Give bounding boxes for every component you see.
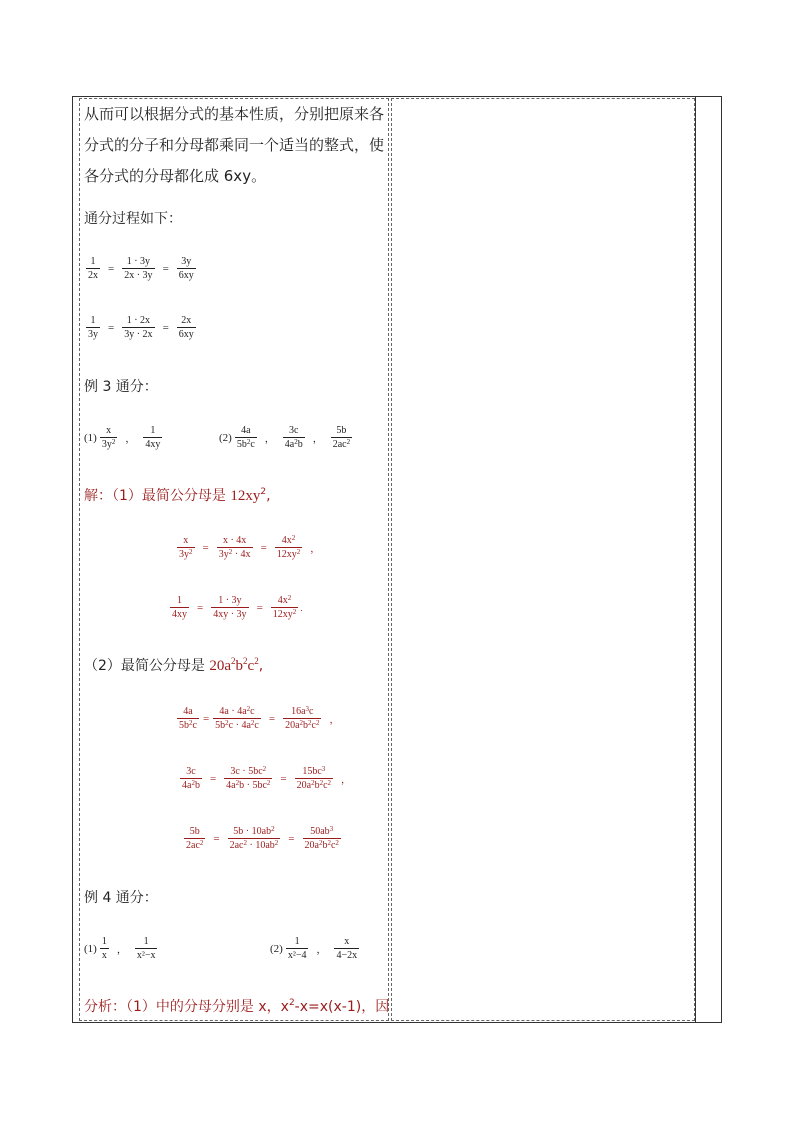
- analysis-line: 分析：（1）中的分母分别是 x，$x^2-x=x(x-1)$，因: [84, 998, 390, 1015]
- fraction: $\frac{4a \cdot 4a^2c}{5b^2c \cdot 4a^2c}$: [215, 705, 259, 731]
- fraction: $\frac{1}{2x}$: [88, 256, 98, 281]
- solution-1-equation-2: $\frac{1}{4xy}$ = $\frac{1 \cdot 3y}{4xy \cdot 3y}$ = $\frac{4x^2}{12xy^2}$ .: [172, 594, 303, 620]
- fraction: $\frac{3y}{6xy}$: [178, 256, 194, 281]
- fraction: $\frac{2x}{6xy}$: [178, 315, 194, 340]
- solution-2-equation-3: $\frac{5b}{2ac^2}$ = $\frac{5b \cdot 10ab^2}{2ac^2 \cdot 10ab^2}$ = $\frac{50ab^3}{20a^2b^2c^2}$: [186, 825, 339, 851]
- example-3-part-2: (2) $\frac{4a}{5b^2c}$ ， $\frac{3c}{4a^2b}$ ， $\frac{5b}{2ac^2}$: [219, 425, 351, 450]
- solution-2-equation-1: $\frac{4a}{5b^2c}$ = $\frac{4a \cdot 4a^2c}{5b^2c \cdot 4a^2c}$ = $\frac{16a^3c}{20a^2b^2c^2}$ ，: [179, 705, 340, 731]
- fraction: $\frac{1}{x}$: [101, 936, 107, 961]
- equation-1: $\frac{1}{2x}$ = $\frac{1 \cdot 3y}{2x \cdot 3y}$ = $\frac{3y}{6xy}$: [88, 256, 194, 281]
- fraction: $\frac{4x^2}{12xy^2}$: [272, 594, 297, 620]
- fraction: $\frac{1}{\text{x²−x}}$: [136, 936, 156, 961]
- example-3-part-1: (1) $\frac{x}{3y^2}$ ， $\frac{1}{4xy}$: [84, 425, 161, 450]
- fraction: $\frac{x}{4-2x}$: [336, 936, 358, 961]
- example-4-part-2: (2) $\frac{1}{\text{x²−4}}$ ， $\frac{x}{4-2x}$: [270, 936, 358, 961]
- solution-1-equation-1: $\frac{x}{3y^2}$ = $\frac{x \cdot 4x}{3y^2 \cdot 4x}$ = $\frac{4x^2}{12xy^2}$ ，: [179, 534, 321, 560]
- example-3-heading: 例 3 通分：: [84, 379, 158, 395]
- fraction: $\frac{x \cdot 4x}{3y^2 \cdot 4x}$: [218, 535, 251, 560]
- fraction: $\frac{1}{\text{x²−4}}$: [287, 936, 307, 961]
- fraction: $\frac{1 \cdot 3y}{2x \cdot 3y}$: [124, 256, 153, 281]
- fraction: $\frac{x}{3y^2}$: [179, 535, 193, 560]
- intro-paragraph: 从而可以根据分式的基本性质，分别把原来各分式的分子和分母都乘同一个适当的整式，使各分式的分母都化成 6xy。: [84, 105, 385, 185]
- fraction: $\frac{15bc^3}{20a^2b^2c^2}$: [296, 765, 332, 791]
- solution-2-equation-2: $\frac{3c}{4a^2b}$ = $\frac{3c \cdot 5bc^2}{4a^2b \cdot 5bc^2}$ = $\frac{15bc^3}{20a^2b^2c^2}$ ，: [182, 765, 352, 791]
- fraction: $\frac{5b}{2ac^2}$: [332, 425, 351, 450]
- fraction: $\frac{3c \cdot 5bc^2}{4a^2b \cdot 5bc^2}$: [226, 765, 271, 791]
- fraction: $\frac{x}{3y^2}$: [101, 425, 116, 450]
- fraction: $\frac{3c}{4a^2b}$: [182, 766, 200, 791]
- example-4-heading: 例 4 通分：: [84, 890, 158, 906]
- equation-2: $\frac{1}{3y}$ = $\frac{1 \cdot 2x}{3y \cdot 2x}$ = $\frac{2x}{6xy}$: [88, 315, 194, 340]
- fraction: $\frac{4x^2}{12xy^2}$: [276, 534, 301, 560]
- example-4-part-1: (1) $\frac{1}{x}$ ， $\frac{1}{\text{x²−x}}$: [84, 936, 156, 961]
- right-column-divider: [695, 97, 696, 1022]
- fraction: $\frac{5b}{2ac^2}$: [186, 826, 204, 851]
- process-heading: 通分过程如下：: [84, 211, 182, 227]
- fraction: $\frac{1 \cdot 2x}{3y \cdot 2x}$: [124, 315, 153, 340]
- fraction: $\frac{16a^3c}{20a^2b^2c^2}$: [285, 705, 320, 731]
- fraction: $\frac{4a}{5b^2c}$: [179, 706, 197, 731]
- right-cell-border: [391, 98, 695, 1021]
- fraction: $\frac{3c}{4a^2b}$: [284, 425, 303, 450]
- fraction: $\frac{5b \cdot 10ab^2}{2ac^2 \cdot 10ab^2}$: [229, 825, 279, 851]
- fraction: $\frac{50ab^3}{20a^2b^2c^2}$: [304, 825, 339, 851]
- solution-2-heading: （2）最简公分母是 $20a^2b^2c^2$,: [84, 656, 264, 674]
- solution-1-heading: 解：（1）最简公分母是 $12xy^2$,: [84, 487, 271, 504]
- fraction: $\frac{1}{4xy}$: [172, 595, 187, 620]
- fraction: $\frac{1}{3y}$: [88, 315, 98, 340]
- fraction: $\frac{1 \cdot 3y}{4xy \cdot 3y}$: [213, 595, 247, 620]
- fraction: $\frac{1}{4xy}$: [145, 425, 161, 450]
- fraction: $\frac{4a}{5b^2c}$: [236, 425, 255, 450]
